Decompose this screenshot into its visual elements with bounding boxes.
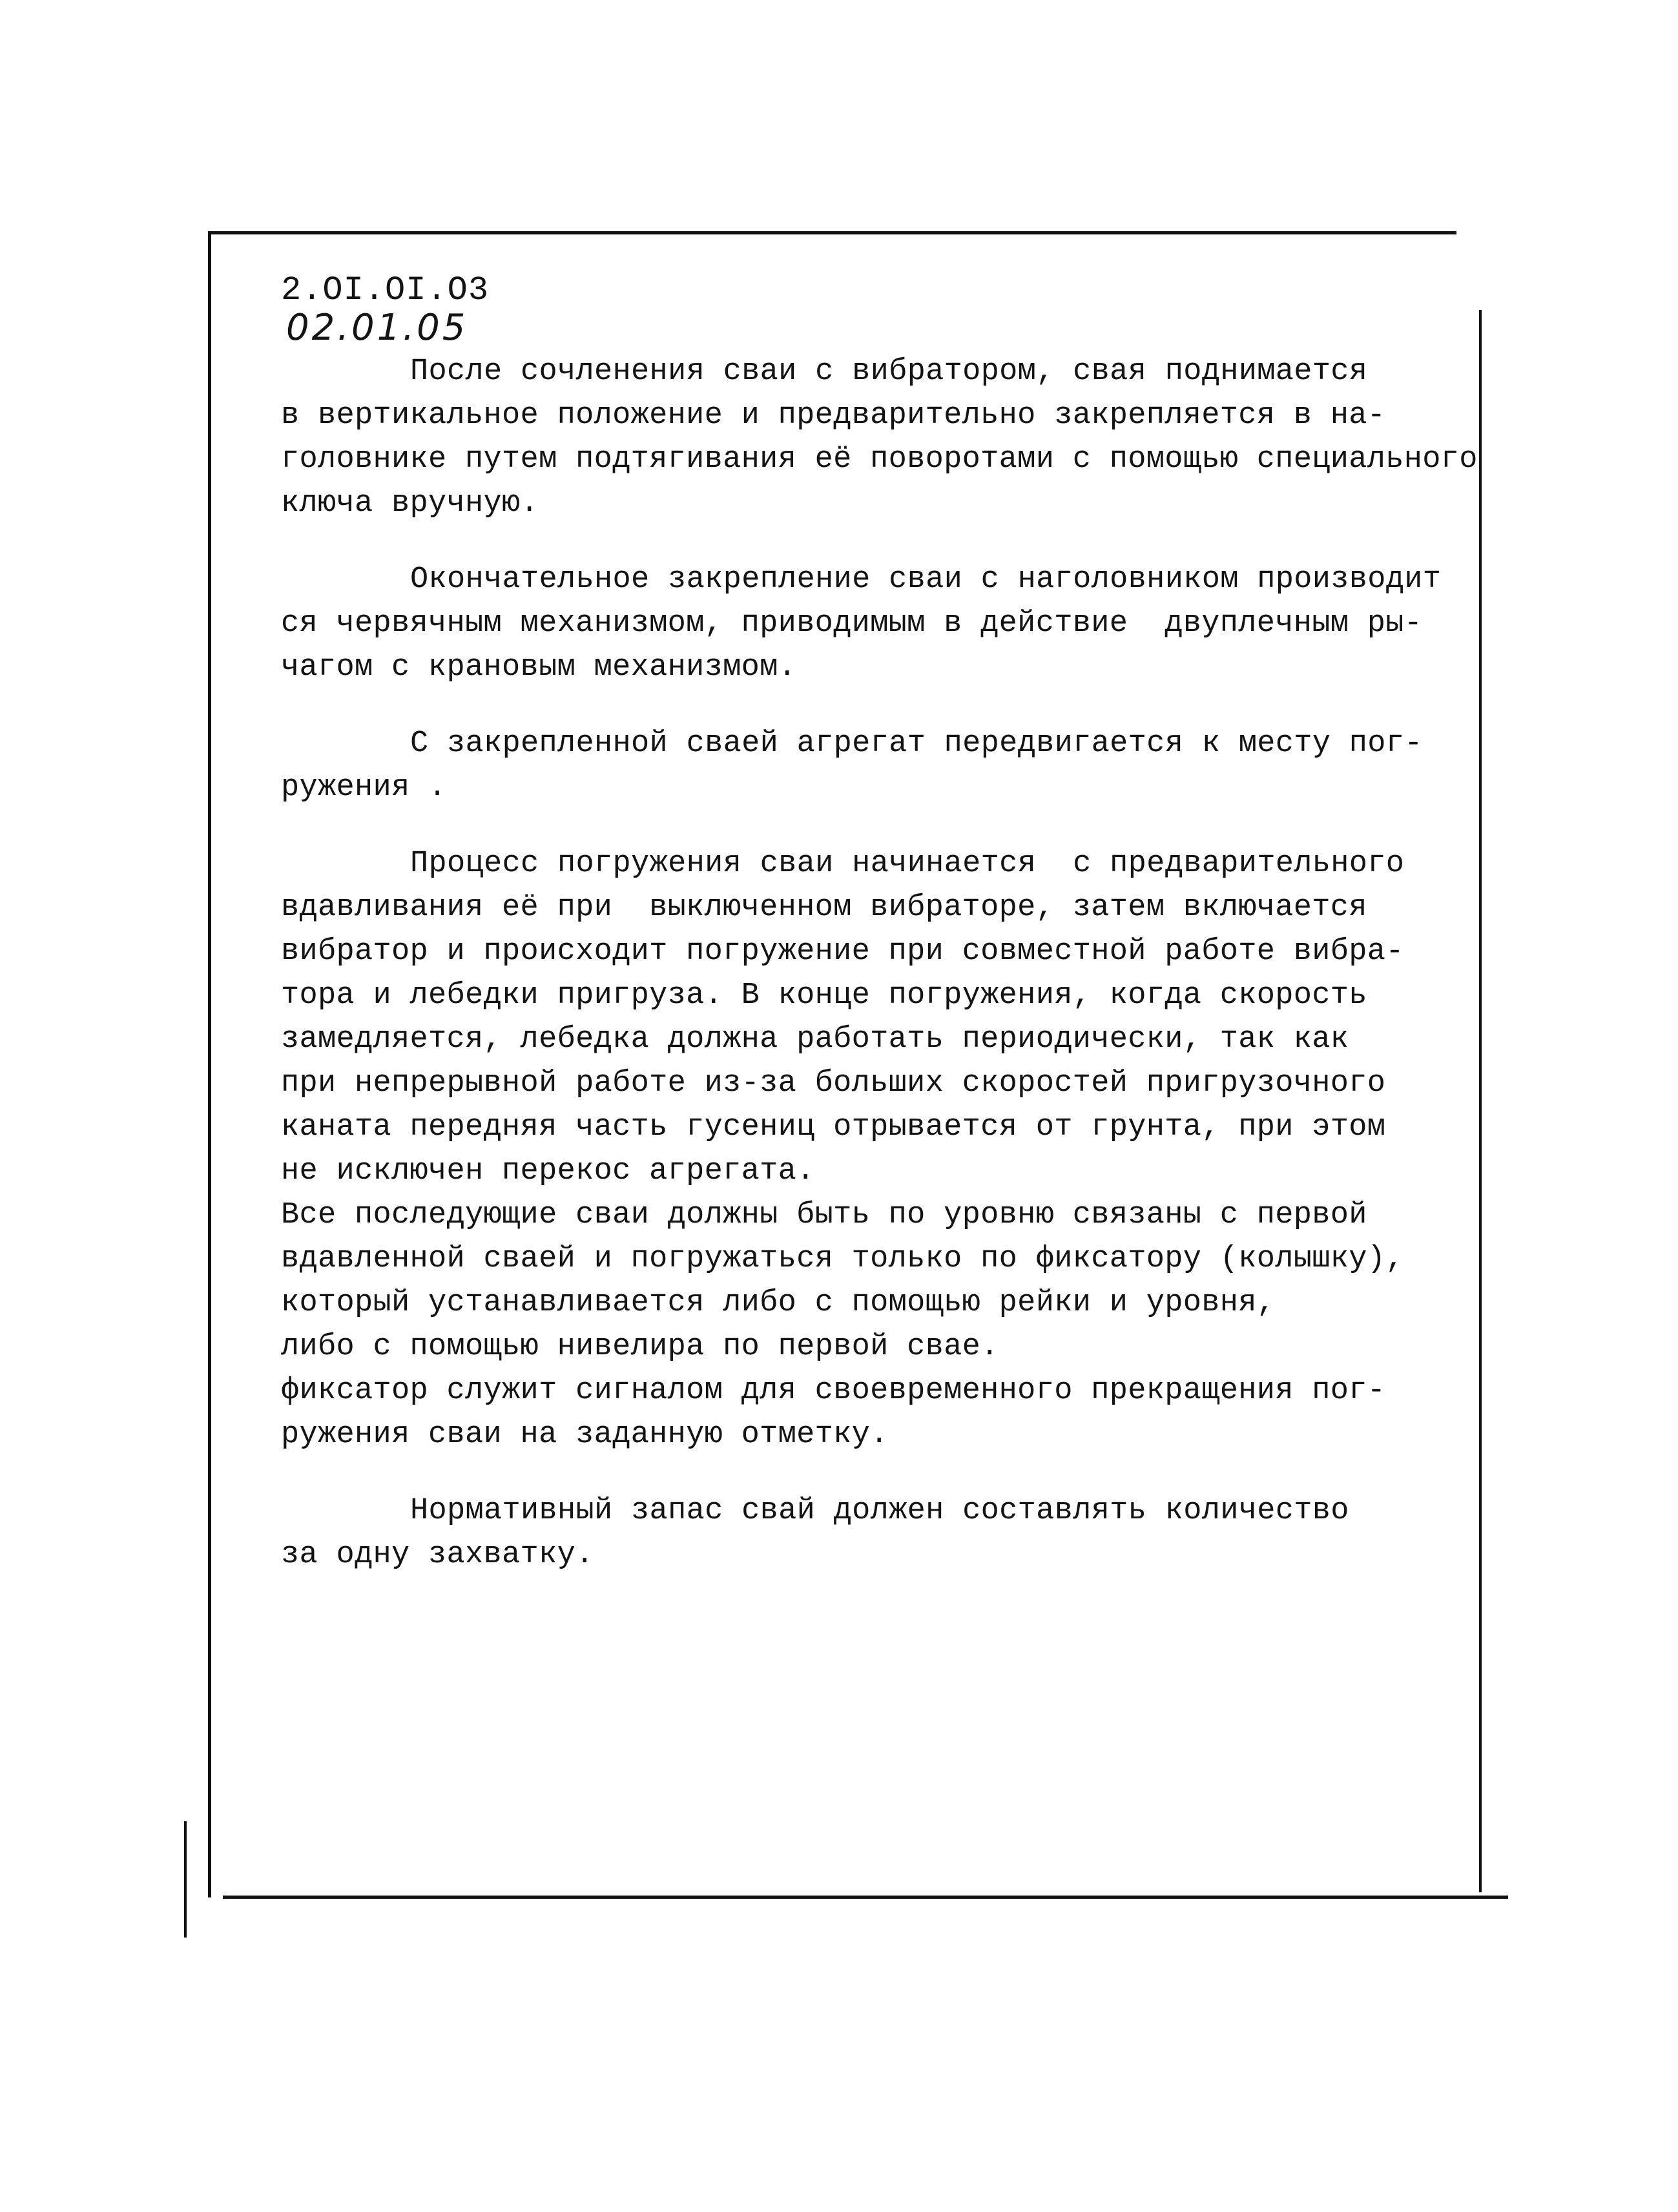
paragraph bbox=[281, 1489, 1469, 1577]
text-line: ся червячным механизмом, приводимым в действие двуплечным ры- bbox=[281, 606, 1423, 641]
text-line: головнике путем подтягивания её поворотами с помощью специального bbox=[281, 442, 1478, 477]
text-line: Нормативный запас свай должен составлять количество bbox=[410, 1494, 1349, 1528]
page-frame-right-border bbox=[1479, 310, 1482, 1892]
text-line: ключа вручную. bbox=[281, 486, 539, 521]
text-line: чагом с крановым механизмом. bbox=[281, 650, 797, 685]
paragraph bbox=[281, 350, 1478, 526]
text-line: вибратор и происходит погружение при совместной работе вибра- bbox=[281, 935, 1404, 969]
text-line: в вертикальное положение и предварительно закрепляется в на- bbox=[281, 398, 1386, 433]
text-line: Процесс погружения сваи начинается с предварительного bbox=[410, 847, 1405, 881]
page-margin-tick bbox=[184, 1821, 187, 1938]
text-line: каната передняя часть гусениц отрывается от грунта, при этом bbox=[281, 1110, 1386, 1144]
text-line: либо с помощью нивелира по первой свае. bbox=[281, 1330, 999, 1364]
paragraph bbox=[281, 722, 1469, 810]
text-line: фиксатор служит сигналом для своевременного прекращения пог- bbox=[281, 1374, 1386, 1408]
text-line: Окончательное закрепление сваи с наголовником производит bbox=[410, 563, 1442, 597]
text-line: ружения сваи на заданную отметку. bbox=[281, 1418, 889, 1452]
page-frame-bottom-border bbox=[223, 1896, 1508, 1899]
document-code: 2.OI.OI.O3 bbox=[281, 271, 490, 309]
paragraph bbox=[281, 558, 1469, 690]
text-line: который устанавливается либо с помощью рейки и уровня, bbox=[281, 1286, 1276, 1320]
document-code-handwritten: 02.01.05 bbox=[286, 307, 468, 349]
document-body bbox=[281, 271, 1478, 1577]
paragraph bbox=[281, 842, 1469, 1457]
text-line: за одну захватку. bbox=[281, 1538, 594, 1572]
text-line: при непрерывной работе из-за больших скоростей пригрузочного bbox=[281, 1066, 1386, 1101]
text-line: ружения . bbox=[281, 770, 447, 805]
page-frame-left-border bbox=[208, 231, 211, 1897]
text-line: тора и лебедки пригруза. В конце погружения, когда скорость bbox=[281, 978, 1367, 1013]
text-line: Все последующие сваи должны быть по уровню связаны с первой bbox=[281, 1198, 1367, 1232]
text-line: замедляется, лебедка должна работать периодически, так как bbox=[281, 1022, 1349, 1057]
text-line: вдавливания её при выключенном вибраторе, затем включается bbox=[281, 891, 1367, 925]
text-line: вдавленной сваей и погружаться только по фиксатору (колышку), bbox=[281, 1242, 1404, 1276]
text-line: не исключен перекос агрегата. bbox=[281, 1154, 815, 1188]
text-line: После сочленения сваи с вибратором, свая поднимается bbox=[410, 355, 1368, 389]
page-frame-top-border bbox=[210, 231, 1456, 234]
text-line: С закрепленной сваей агрегат передвигается к месту пог- bbox=[410, 727, 1423, 761]
